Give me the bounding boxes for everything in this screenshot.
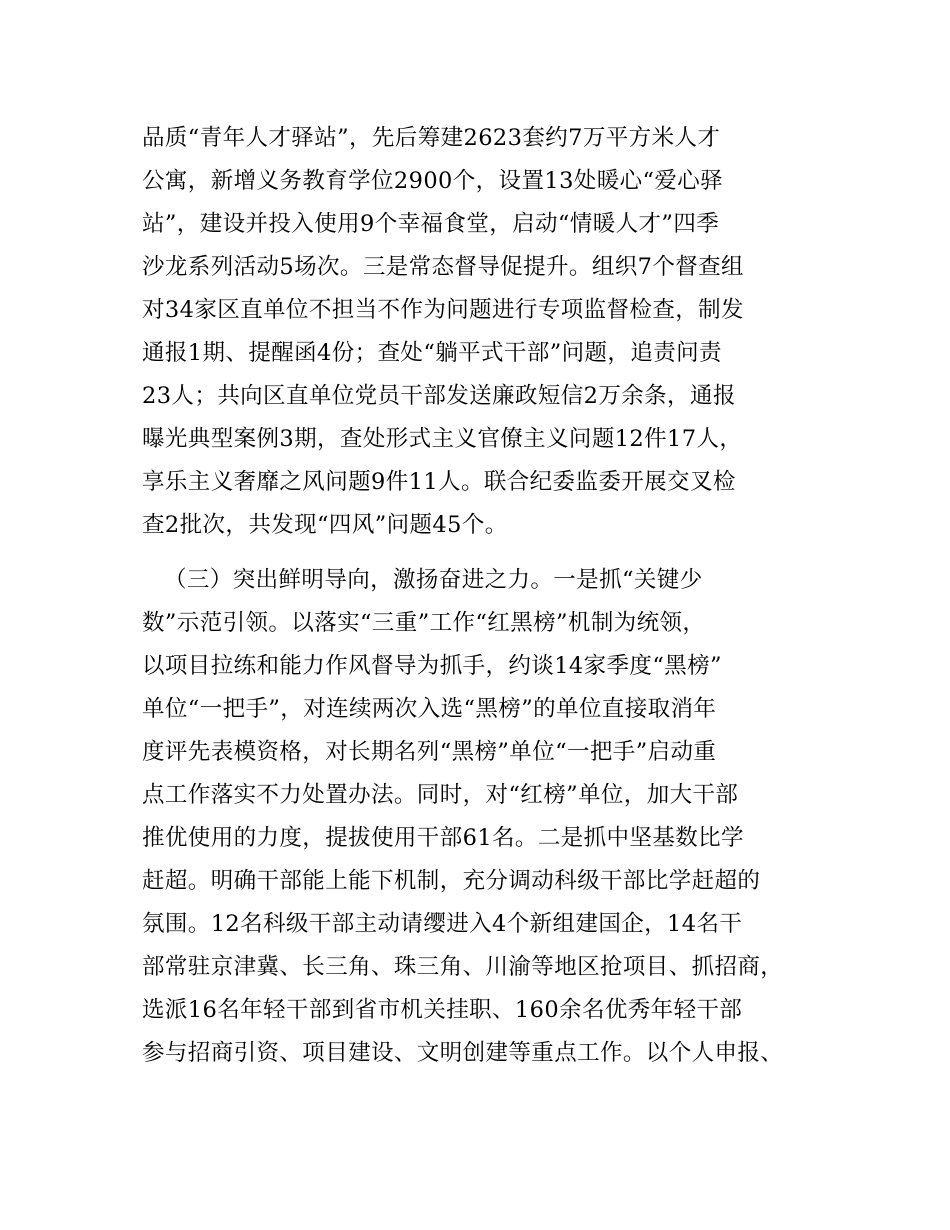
- text-line: 23人；共向区直单位党员干部发送廉政短信2万余条，通报: [142, 383, 736, 409]
- text-line: 对34家区直单位不担当不作为问题进行专项监督检查，制发: [142, 297, 744, 323]
- text-line: 公寓，新增义务教育学位2900个，设置13处暖心“爱心驿: [142, 168, 724, 194]
- document-body: [142, 117, 832, 1075]
- text-line: 品质“青年人才驿站”，先后筹建2623套约7万平方米人才: [142, 125, 721, 151]
- text-line: 选派16名年轻干部到省市机关挂职、160余名优秀年轻干部: [142, 997, 743, 1023]
- text-line: 度评先表模资格，对长期名列“黑榜”单位“一把手”启动重: [142, 739, 717, 765]
- text-line: 单位“一把手”，对连续两次入选“黑榜”的单位直接取消年: [142, 696, 717, 722]
- text-line: 数”示范引领。以落实“三重”工作“红黑榜”机制为统领，: [142, 610, 706, 636]
- text-line: 站”，建设并投入使用9个幸福食堂，启动“情暖人才”四季: [142, 211, 720, 237]
- text-line: 参与招商引资、项目建设、文明创建等重点工作。以个人申报、: [142, 1040, 784, 1066]
- text-line: 享乐主义奢靡之风问题9件11人。联合纪委监委开展交叉检: [142, 469, 736, 495]
- paragraph-spacer: [142, 547, 832, 559]
- text-line: 曝光典型案例3期，查处形式主义官僚主义问题12件17人，: [142, 426, 743, 452]
- text-line: 查2批次，共发现“四风”问题45个。: [142, 512, 508, 538]
- text-line: 通报1期、提醒函4份；查处“躺平式干部”问题，追责问责: [142, 340, 722, 366]
- text-line: 赶超。明确干部能上能下机制，充分调动科级干部比学赶超的: [142, 868, 761, 894]
- paragraph-2: [142, 559, 832, 1075]
- text-line: 以项目拉练和能力作风督导为抓手，约谈14家季度“黑榜”: [142, 653, 722, 679]
- text-line: 推优使用的力度，提拔使用干部61名。二是抓中坚基数比学: [142, 825, 744, 851]
- paragraph-1: [142, 117, 832, 547]
- text-line-first: （三）突出鲜明导向，激扬奋进之力。一是抓“关键少: [164, 567, 703, 593]
- text-line: 沙龙系列活动5场次。三是常态督导促提升。组织7个督查组: [142, 254, 744, 280]
- text-line: 点工作落实不力处置办法。同时，对“红榜”单位，加大干部: [142, 782, 739, 808]
- text-line: 氛围。12名科级干部主动请缨进入4个新组建国企，14名干: [142, 911, 743, 937]
- text-line: 部常驻京津冀、长三角、珠三角、川渝等地区抢项目、抓招商，: [142, 954, 784, 980]
